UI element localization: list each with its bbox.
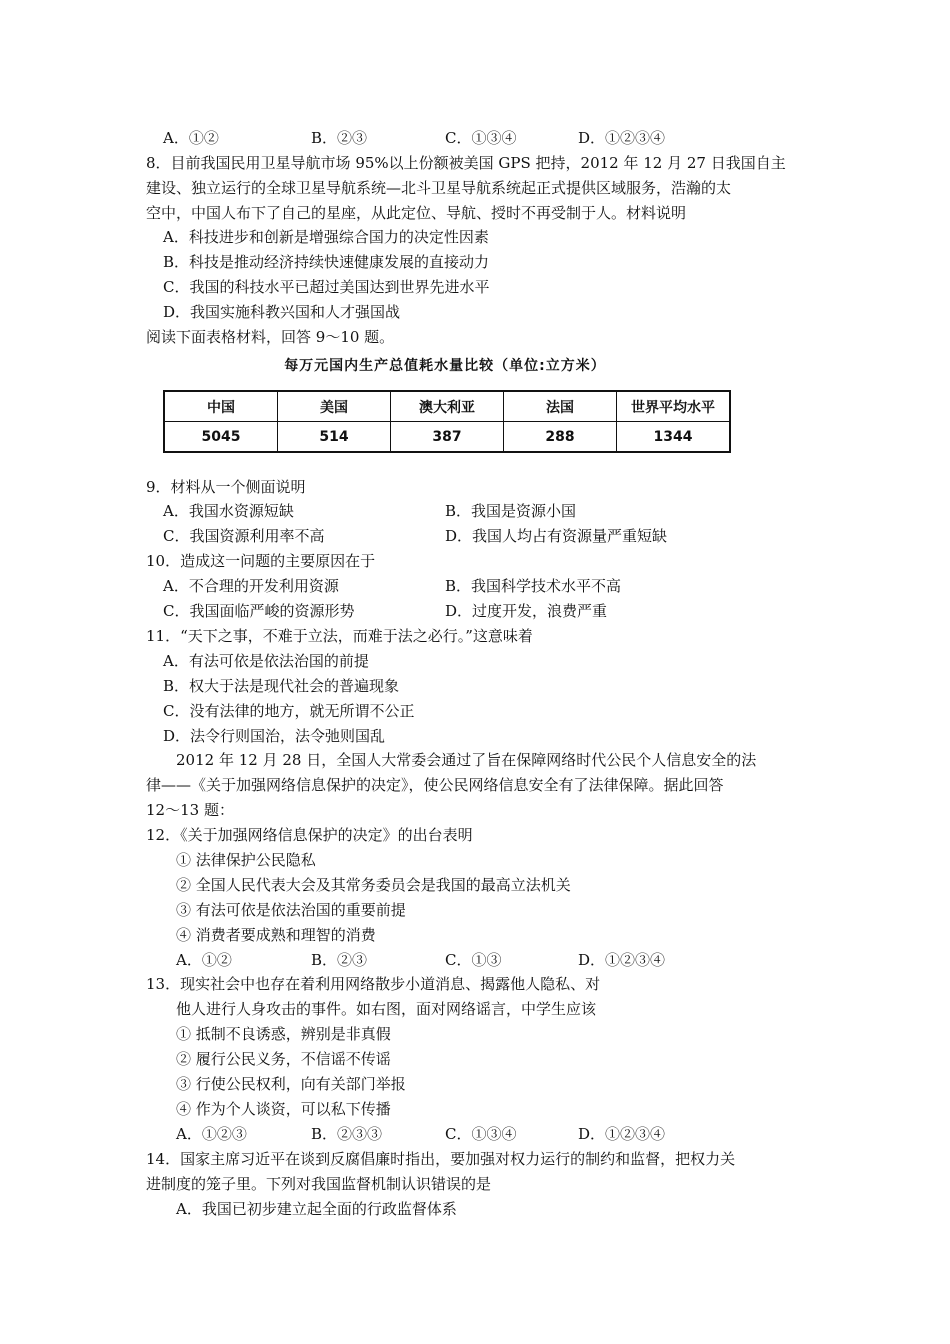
q9-stem: 9．材料从一个侧面说明 xyxy=(146,478,306,496)
q10-option-a: A．不合理的开发利用资源 xyxy=(163,577,339,595)
q12-item-4: ④ 消费者要成熟和理智的消费 xyxy=(176,926,376,944)
q7-option-a: A．①② xyxy=(163,129,219,147)
table-header-cell: 中国 xyxy=(164,391,278,422)
q13-item-4: ④ 作为个人谈资，可以私下传播 xyxy=(176,1100,391,1118)
q13-item-3: ③ 行使公民权利，向有关部门举报 xyxy=(176,1075,406,1093)
q12-option-a: A．①② xyxy=(176,951,232,969)
table-value-cell: 514 xyxy=(278,422,391,453)
q8-option-a: A．科技进步和创新是增强综合国力的决定性因素 xyxy=(163,228,489,246)
q11-stem: 11．“天下之事，不难于立法，而难于法之必行。”这意味着 xyxy=(146,627,533,645)
q10-stem: 10．造成这一问题的主要原因在于 xyxy=(146,552,376,570)
q13-option-d: D．①②③④ xyxy=(578,1125,666,1143)
q10-option-b: B．我国科学技术水平不高 xyxy=(445,577,622,595)
q11-option-a: A．有法可依是依法治国的前提 xyxy=(163,652,369,670)
q9-option-c: C．我国资源利用率不高 xyxy=(163,527,325,545)
q7-option-c: C．①③④ xyxy=(445,129,517,147)
q10-option-d: D．过度开发，浪费严重 xyxy=(445,602,608,620)
q12-option-c: C．①③ xyxy=(445,951,502,969)
q13-option-c: C．①③④ xyxy=(445,1125,517,1143)
table-value-row xyxy=(164,422,730,453)
q13-option-b: B．②③③ xyxy=(311,1125,383,1143)
table-value-cell: 387 xyxy=(391,422,504,453)
passage-line-2: 律——《关于加强网络信息保护的决定》，使公民网络信息安全有了法律保障。据此回答 xyxy=(146,776,724,794)
q12-item-2: ② 全国人民代表大会及其常务委员会是我国的最高立法机关 xyxy=(176,876,571,894)
table-value-cell: 288 xyxy=(504,422,617,453)
q12-option-b: B．②③ xyxy=(311,951,368,969)
table-header-cell: 美国 xyxy=(278,391,391,422)
q12-item-3: ③ 有法可依是依法治国的重要前提 xyxy=(176,901,406,919)
table-title: 每万元国内生产总值耗水量比较（单位:立方米） xyxy=(284,358,606,374)
q14-stem-line-1: 14．国家主席习近平在谈到反腐倡廉时指出，要加强对权力运行的制约和监督，把权力关 xyxy=(146,1150,736,1168)
q9-option-a: A．我国水资源短缺 xyxy=(163,502,294,520)
q13-item-1: ① 抵制不良诱惑，辨别是非真假 xyxy=(176,1025,391,1043)
table-header-cell: 法国 xyxy=(504,391,617,422)
q7-option-b: B．②③ xyxy=(311,129,368,147)
q10-option-c: C．我国面临严峻的资源形势 xyxy=(163,602,355,620)
table-value-cell: 5045 xyxy=(164,422,278,453)
q11-option-b: B．权大于法是现代社会的普遍现象 xyxy=(163,677,400,695)
q11-option-c: C．没有法律的地方，就无所谓不公正 xyxy=(163,702,415,720)
q8-stem-line-1: 8．目前我国民用卫星导航市场 95%以上份额被美国 GPS 把持，2012 年 12 月 27 日我国自主 xyxy=(146,154,786,172)
table-value-cell: 1344 xyxy=(617,422,731,453)
q8-stem-line-2: 建设、独立运行的全球卫星导航系统—北斗卫星导航系统起正式提供区域服务，浩瀚的太 xyxy=(146,179,732,197)
table-header-cell: 世界平均水平 xyxy=(617,391,731,422)
passage-line-3: 12～13 题： xyxy=(146,801,234,819)
q13-option-a: A．①②③ xyxy=(176,1125,247,1143)
q14-stem-line-2: 进制度的笼子里。下列对我国监督机制认识错误的是 xyxy=(146,1175,492,1193)
reading-intro: 阅读下面表格材料，回答 9～10 题。 xyxy=(146,328,395,346)
q12-option-d: D．①②③④ xyxy=(578,951,666,969)
table-header-cell: 澳大利亚 xyxy=(391,391,504,422)
q9-option-b: B．我国是资源小国 xyxy=(445,502,577,520)
q7-option-d: D．①②③④ xyxy=(578,129,666,147)
q8-option-d: D．我国实施科教兴国和人才强国战 xyxy=(163,303,401,321)
q13-stem-line-1: 13．现实社会中也存在着利用网络散步小道消息、揭露他人隐私、对 xyxy=(146,975,601,993)
q13-item-2: ② 履行公民义务，不信谣不传谣 xyxy=(176,1050,391,1068)
q14-option-a: A．我国已初步建立起全面的行政监督体系 xyxy=(176,1200,457,1218)
q9-option-d: D．我国人均占有资源量严重短缺 xyxy=(445,527,668,545)
passage-line-1: 2012 年 12 月 28 日，全国人大常委会通过了旨在保障网络时代公民个人信息安全的法 xyxy=(176,751,757,769)
q8-option-b: B．科技是推动经济持续快速健康发展的直接动力 xyxy=(163,253,490,271)
q8-stem-line-3: 空中，中国人布下了自己的星座，从此定位、导航、授时不再受制于人。材料说明 xyxy=(146,204,687,222)
q13-stem-line-2: 他人进行人身攻击的事件。如右图，面对网络谣言，中学生应该 xyxy=(176,1000,597,1018)
water-consumption-table xyxy=(163,390,731,453)
table-header-row xyxy=(164,391,730,422)
q8-option-c: C．我国的科技水平已超过美国达到世界先进水平 xyxy=(163,278,490,296)
q12-item-1: ① 法律保护公民隐私 xyxy=(176,851,316,869)
q12-stem: 12．《关于加强网络信息保护的决定》的出台表明 xyxy=(146,826,473,844)
q11-option-d: D．法令行则国治，法令弛则国乱 xyxy=(163,727,386,745)
